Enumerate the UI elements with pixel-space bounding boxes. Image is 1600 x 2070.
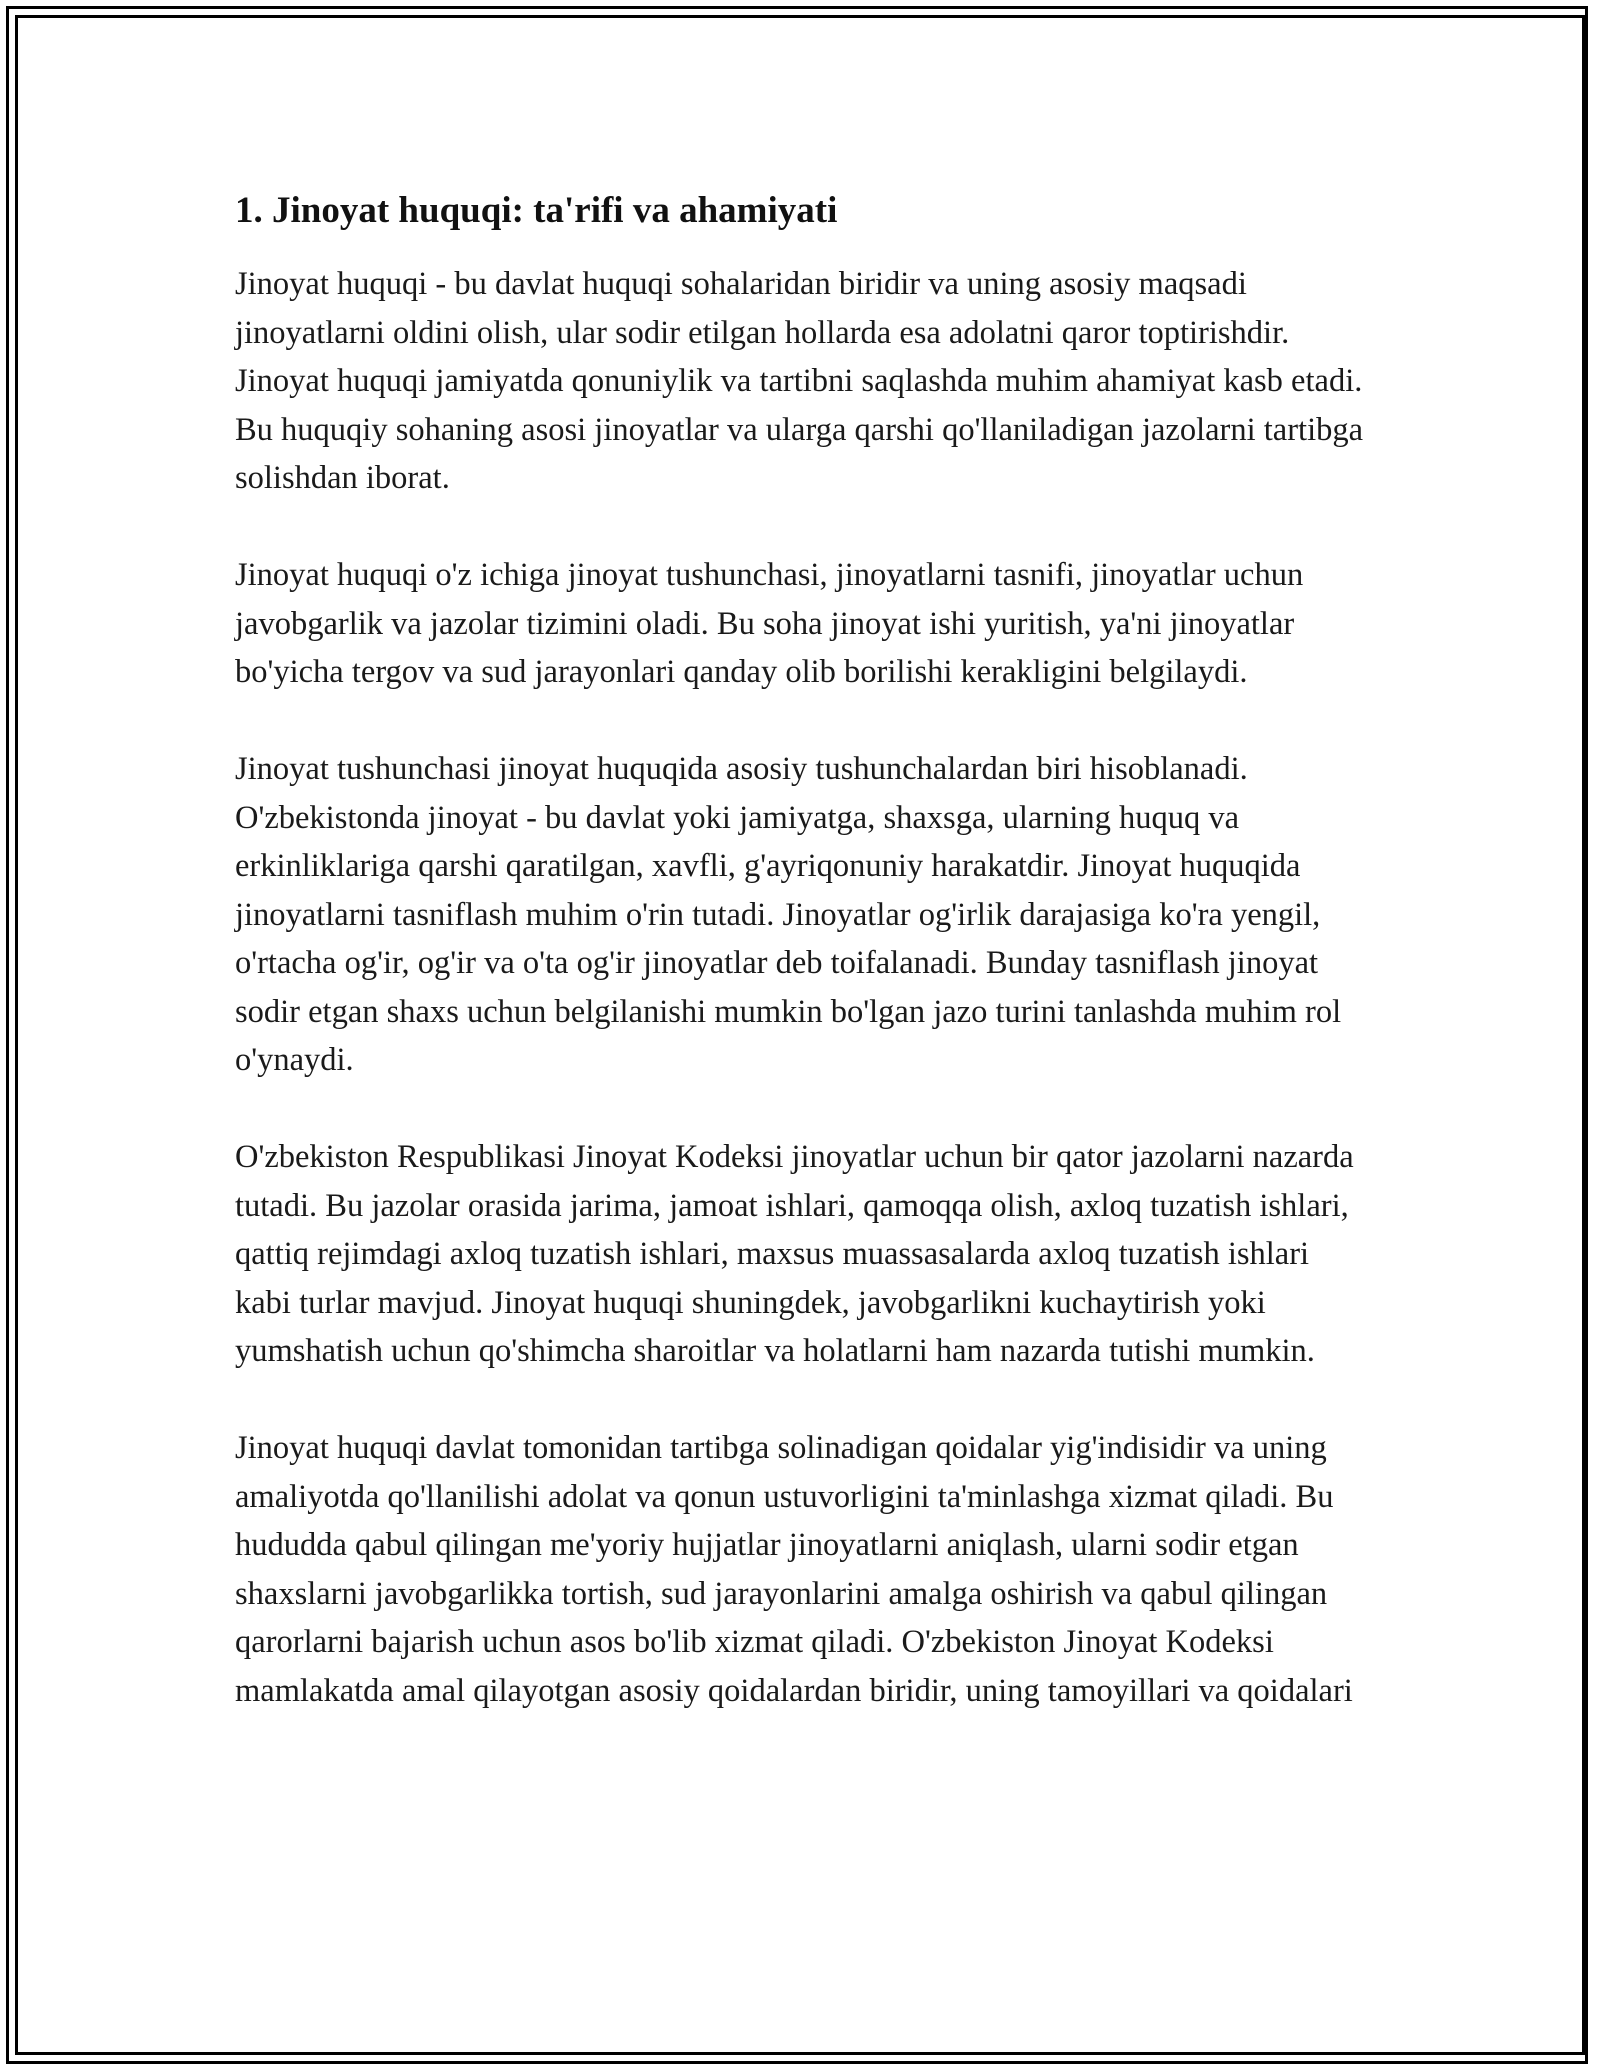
paragraph-3: Jinoyat tushunchasi jinoyat huquqida asosiy tushunchalardan biri hisoblanadi. O'zbekistonda jinoyat - bu davlat yoki jamiyatga, shaxsga, ularning huquq va erkinliklariga qarshi qaratilgan, xavfli, g'ayriqonuniy harakatdir. Jinoyat huquqida jinoyatlarni tasniflash muhim o'rin tutadi. Jinoyatlar og'irlik darajasiga ko'ra yengil, o'rtacha og'ir, og'ir va o'ta og'ir jinoyatlar deb toifalanadi. Bunday tasniflash jinoyat sodir etgan shaxs uchun belgilanishi mumkin bo'lgan jazo turini tanlashda muhim rol o'ynaydi.: [235, 751, 1342, 1078]
paragraph-5: Jinoyat huquqi davlat tomonidan tartibga solinadigan qoidalar yig'indisidir va uning amaliyotda qo'llanilishi adolat va qonun ustuvorligini ta'minlashga xizmat qiladi. Bu hududda qabul qilingan me'yoriy hujjatlar jinoyatlarni aniqlash, ularni sodir etgan shaxslarni javobgarlikka tortish, sud jarayonlarini amalga oshirish va qabul qilingan qarorlarni bajarish uchun asos bo'lib xizmat qiladi. O'zbekiston Jinoyat Kodeksi mamlakatda amal qilayotgan asosiy qoidalardan biridir, uning tamoyillari va qoidalari: [235, 1430, 1353, 1709]
document-body: [235, 188, 1370, 1764]
paragraph-1: Jinoyat huquqi - bu davlat huquqi sohalaridan biridir va uning asosiy maqsadi jinoyatlarni oldini olish, ular sodir etilgan hollarda esa adolatni qaror toptirishdir. Jinoyat huquqi jamiyatda qonuniylik va tartibni saqlashda muhim ahamiyat kasb etadi. Bu huquqiy sohaning asosi jinoyatlar va ularga qarshi qo'llaniladigan jazolarni tartibga solishdan iborat.: [235, 266, 1364, 496]
paragraph-4: O'zbekiston Respublikasi Jinoyat Kodeksi jinoyatlar uchun bir qator jazolarni nazarda tutadi. Bu jazolar orasida jarima, jamoat ishlari, qamoqqa olish, axloq tuzatish ishlari, qattiq rejimdagi axloq tuzatish ishlari, maxsus muassasalarda axloq tuzatish ishlari kabi turlar mavjud. Jinoyat huquqi shuningdek, javobgarlikni kuchaytirish yoki yumshatish uchun qo'shimcha sharoitlar va holatlarni ham nazarda tutishi mumkin.: [235, 1139, 1354, 1369]
paragraph-2: Jinoyat huquqi o'z ichiga jinoyat tushunchasi, jinoyatlarni tasnifi, jinoyatlar uchun javobgarlik va jazolar tizimini oladi. Bu soha jinoyat ishi yuritish, ya'ni jinoyatlar bo'yicha tergov va sud jarayonlari qanday olib borilishi kerakligini belgilaydi.: [235, 557, 1304, 690]
section-heading: 1. Jinoyat huquqi: ta'rifi va ahamiyati: [235, 190, 838, 231]
